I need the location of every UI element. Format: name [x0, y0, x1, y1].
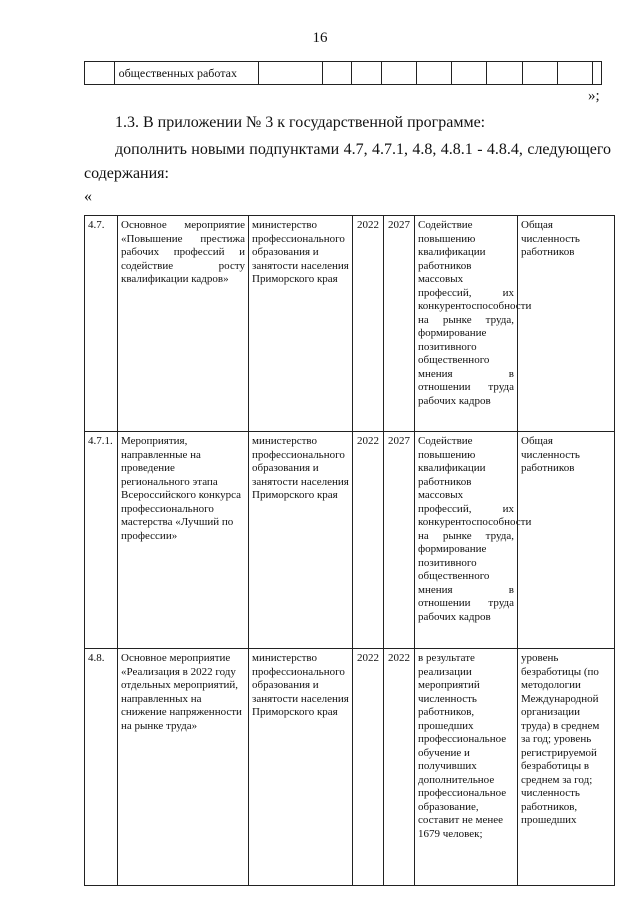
table-cell — [322, 62, 352, 85]
measure-name: Основное мероприятие «Повышение престижа рабочих профессий и содействие росту квалификации кадров» — [118, 216, 249, 432]
measure-name: Мероприятия, направленные на проведение регионального этапа Всероссийского конкурса профессионального мастерства «Лучший по профессии» — [118, 432, 249, 649]
year-start: 2022 — [353, 216, 384, 432]
continuation-table — [84, 61, 602, 85]
year-start: 2022 — [353, 649, 384, 886]
table-row — [85, 216, 615, 432]
table-cell — [85, 62, 115, 85]
section-body — [84, 138, 611, 186]
row-number: 4.8. — [85, 649, 118, 886]
measures-table — [84, 215, 615, 886]
opening-quote: « — [84, 188, 92, 205]
table-row — [85, 62, 602, 85]
table-cell — [522, 62, 557, 85]
expected-result: в результате реализации мероприятий численность работников, прошедших профессиональное обучение и получивших дополнительное профессиональное образование, составит не менее 1679 человек; — [415, 649, 518, 886]
responsible-org: министерство профессионального образования и занятости населения Приморского края — [249, 649, 353, 886]
table-cell — [381, 62, 416, 85]
section-body-text: дополнить новыми подпунктами 4.7, 4.7.1, 4.8, 4.8.1 - 4.8.4, следующего содержания: — [84, 141, 611, 182]
table-cell — [352, 62, 382, 85]
row-number: 4.7.1. — [85, 432, 118, 649]
table-cell — [452, 62, 487, 85]
responsible-org: министерство профессионального образования и занятости населения Приморского края — [249, 432, 353, 649]
year-end: 2022 — [384, 649, 415, 886]
measure-name: Основное мероприятие «Реализация в 2022 году отдельных мероприятий, направленных на снижение напряженности на рынке труда» — [118, 649, 249, 886]
indicator: Общая численность работников — [518, 216, 615, 432]
table-row — [85, 649, 615, 886]
year-end: 2027 — [384, 432, 415, 649]
table-cell — [593, 62, 602, 85]
section-title: 1.3. В приложении № 3 к государственной программе: — [115, 114, 486, 131]
table-cell — [417, 62, 452, 85]
indicator: Общая численность работников — [518, 432, 615, 649]
table-cell-activity: общественных работах — [114, 62, 259, 85]
year-start: 2022 — [353, 432, 384, 649]
table-cell — [557, 62, 592, 85]
table-cell — [487, 62, 522, 85]
indicator: уровень безработицы (по методологии Международной организации труда) в среднем за год; уровень регистрируемой безработицы в среднем за год; численность работников, прошедших — [518, 649, 615, 886]
responsible-org: министерство профессионального образования и занятости населения Приморского края — [249, 216, 353, 432]
expected-result: Содействие повышению квалификации работников массовых профессий, их конкурентоспособности на рынке труда, формирование позитивного общественного мнения в отношении труда рабочих кадров — [415, 216, 518, 432]
table-row — [85, 432, 615, 649]
year-end: 2027 — [384, 216, 415, 432]
expected-result: Содействие повышению квалификации работников массовых профессий, их конкурентоспособности на рынке труда, формирование позитивного общественного мнения в отношении труда рабочих кадров — [415, 432, 518, 649]
row-number: 4.7. — [85, 216, 118, 432]
page-number: 16 — [312, 30, 328, 46]
table-cell — [259, 62, 322, 85]
closing-quote: »; — [588, 88, 600, 104]
